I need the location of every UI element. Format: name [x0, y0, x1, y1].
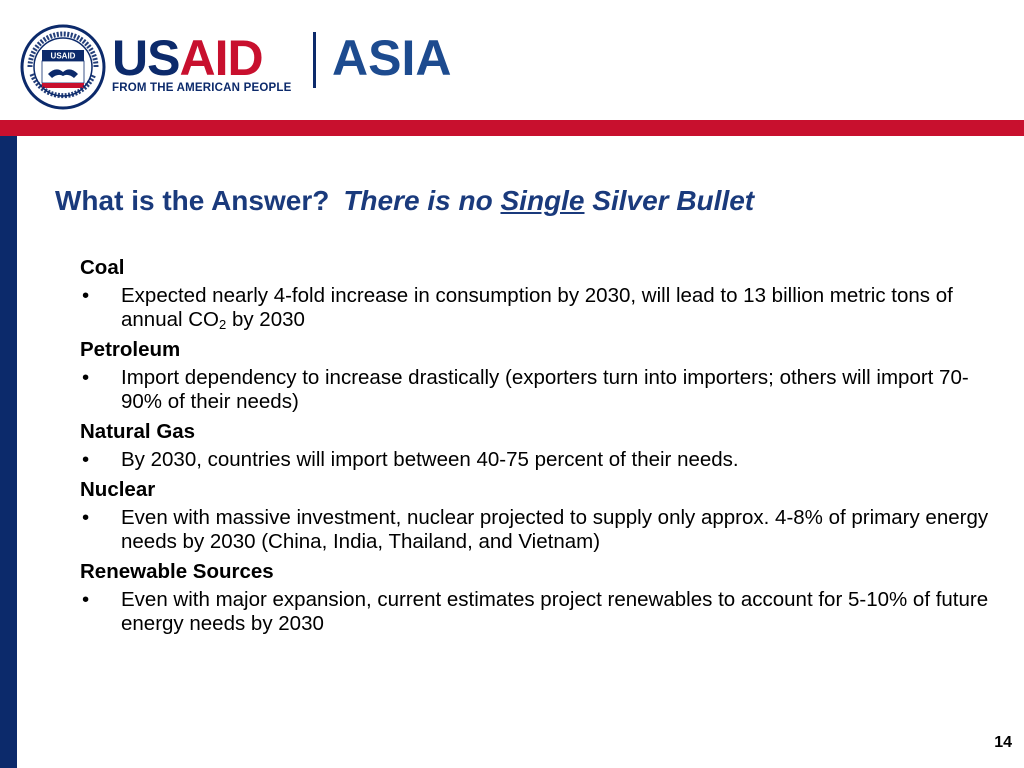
bullet-item	[80, 448, 1000, 472]
bullet-text: By 2030, countries will import between 40-75 percent of their needs.	[121, 448, 739, 471]
bullet-item	[80, 284, 1000, 332]
logo-divider	[313, 32, 316, 88]
svg-text:USAID: USAID	[50, 51, 76, 61]
section-heading: Petroleum	[80, 338, 181, 361]
bullet-text: Import dependency to increase drastically (exporters turn into importers; others will import 70-90% of their needs)	[121, 366, 969, 413]
bullet-dot: •	[82, 506, 90, 529]
title-italic-underlined: Single	[500, 185, 585, 216]
title-italic	[343, 185, 754, 216]
title-italic-after: Silver Bullet	[584, 185, 755, 216]
bullet-text: Even with major expansion, current estimates project renewables to account for 5-10% of future energy needs by 2030	[121, 588, 989, 635]
bullet-dot: •	[82, 448, 90, 471]
bullet-item	[80, 366, 1000, 414]
title-main: What is the Answer?	[55, 185, 330, 216]
bullet-dot: •	[82, 284, 90, 307]
bullet-text: Even with massive investment, nuclear projected to supply only approx. 4-8% of primary energy needs by 2030 (China, India, Thailand, and Vietnam)	[121, 506, 989, 553]
bullet-dot: •	[82, 366, 90, 389]
section-heading: Nuclear	[80, 478, 156, 501]
slide-title	[55, 185, 754, 217]
bullet-subscript: 2	[219, 317, 227, 332]
usaid-seal-logo	[20, 24, 106, 110]
section-heading: Coal	[80, 256, 125, 279]
section-heading: Renewable Sources	[80, 560, 274, 583]
logo-tagline: FROM THE AMERICAN PEOPLE	[112, 82, 292, 94]
wordmark-us: US	[112, 30, 180, 86]
bullet-text-end: by 2030	[226, 308, 305, 331]
bullet-item	[80, 506, 1000, 554]
left-blue-bar	[0, 136, 17, 768]
usaid-wordmark	[112, 28, 263, 88]
page-number: 14	[994, 734, 1012, 751]
bullet-text: Expected nearly 4-fold increase in consumption by 2030, will lead to 13 billion metric tons of annual CO	[121, 284, 953, 331]
slide-content	[80, 256, 1000, 642]
bullet-item	[80, 588, 1000, 636]
bullet-dot: •	[82, 588, 90, 611]
title-italic-before: There is no	[343, 185, 501, 216]
section-heading: Natural Gas	[80, 420, 196, 443]
logo-region: ASIA	[332, 30, 452, 86]
header-red-bar	[0, 120, 1024, 136]
wordmark-aid: AID	[179, 30, 263, 86]
